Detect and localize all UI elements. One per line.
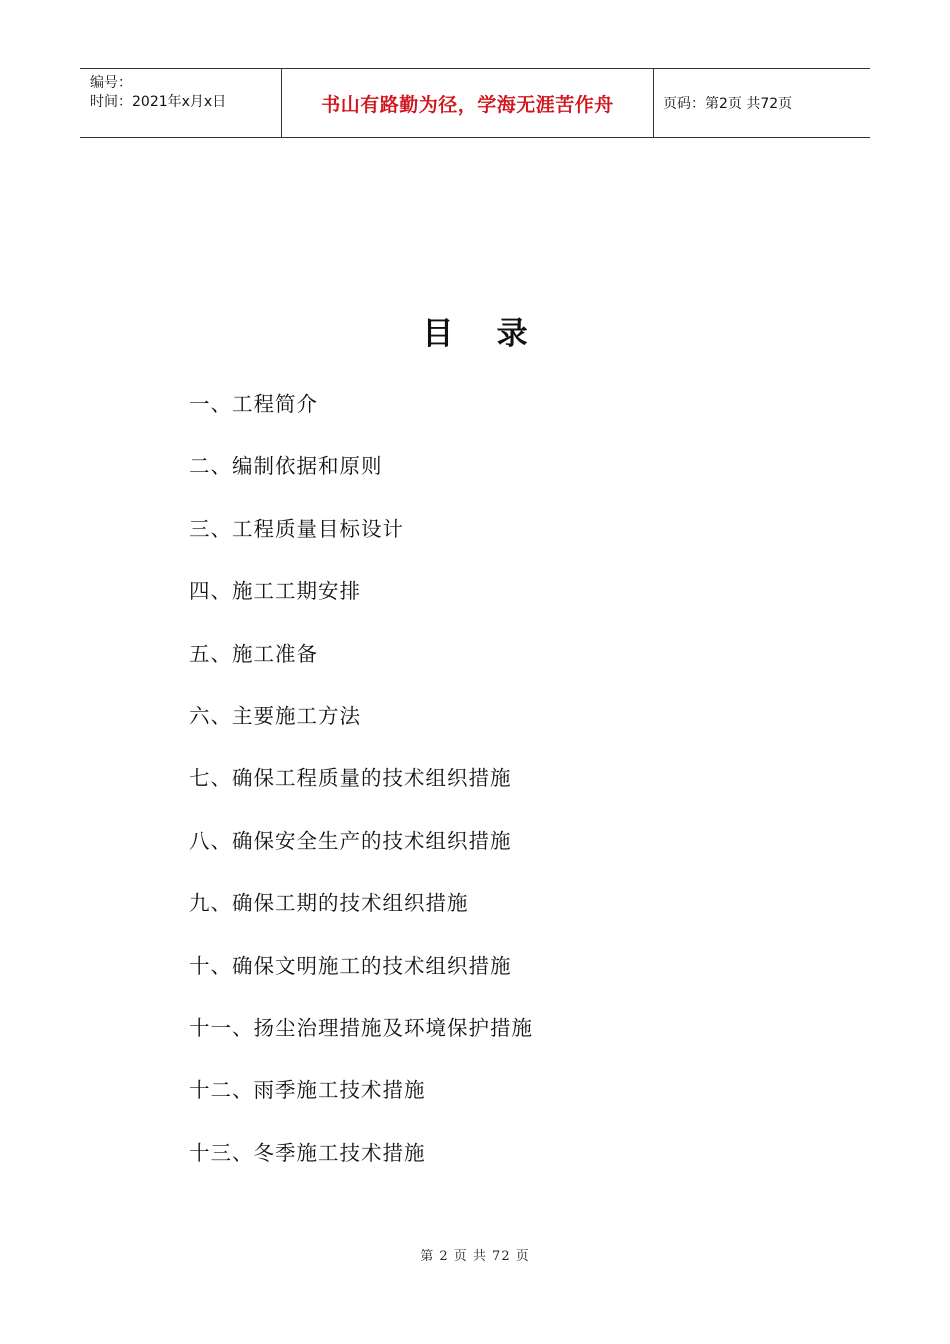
toc-item[interactable]: 六、主要施工方法 [189, 703, 361, 728]
toc-item[interactable]: 七、确保工程质量的技术组织措施 [189, 766, 512, 791]
toc-item[interactable]: 十二、雨季施工技术措施 [189, 1078, 426, 1103]
header-page-info: 页码：第2页 共72页 [663, 96, 793, 112]
toc-item[interactable]: 二、编制依据和原则 [189, 454, 383, 479]
header-motto-cell [281, 69, 654, 137]
toc-item[interactable]: 四、施工工期安排 [189, 579, 361, 604]
page-title [0, 308, 950, 353]
table-of-contents [189, 386, 533, 1197]
toc-item[interactable]: 九、确保工期的技术组织措施 [189, 891, 469, 916]
footer-page-number: 第 2 页 共 72 页 [420, 1249, 530, 1264]
toc-item[interactable]: 三、工程质量目标设计 [189, 516, 404, 541]
toc-title: 目 录 [422, 316, 528, 352]
page-header [80, 68, 870, 138]
toc-item[interactable]: 一、工程简介 [189, 392, 318, 416]
page-footer [0, 1245, 950, 1264]
document-date: 时间：2021年x月x日 [90, 94, 227, 110]
header-page-info-cell [654, 69, 870, 137]
toc-item[interactable]: 十三、冬季施工技术措施 [189, 1140, 426, 1165]
header-meta [80, 69, 281, 137]
toc-item[interactable]: 十一、扬尘治理措施及环境保护措施 [189, 1015, 533, 1040]
header-motto: 书山有路勤为径，学海无涯苦作舟 [321, 93, 614, 116]
toc-item[interactable]: 五、施工准备 [189, 641, 318, 666]
toc-item[interactable]: 十、确保文明施工的技术组织措施 [189, 953, 512, 978]
document-number-label: 编号： [90, 75, 132, 91]
toc-item[interactable]: 八、确保安全生产的技术组织措施 [189, 828, 512, 853]
